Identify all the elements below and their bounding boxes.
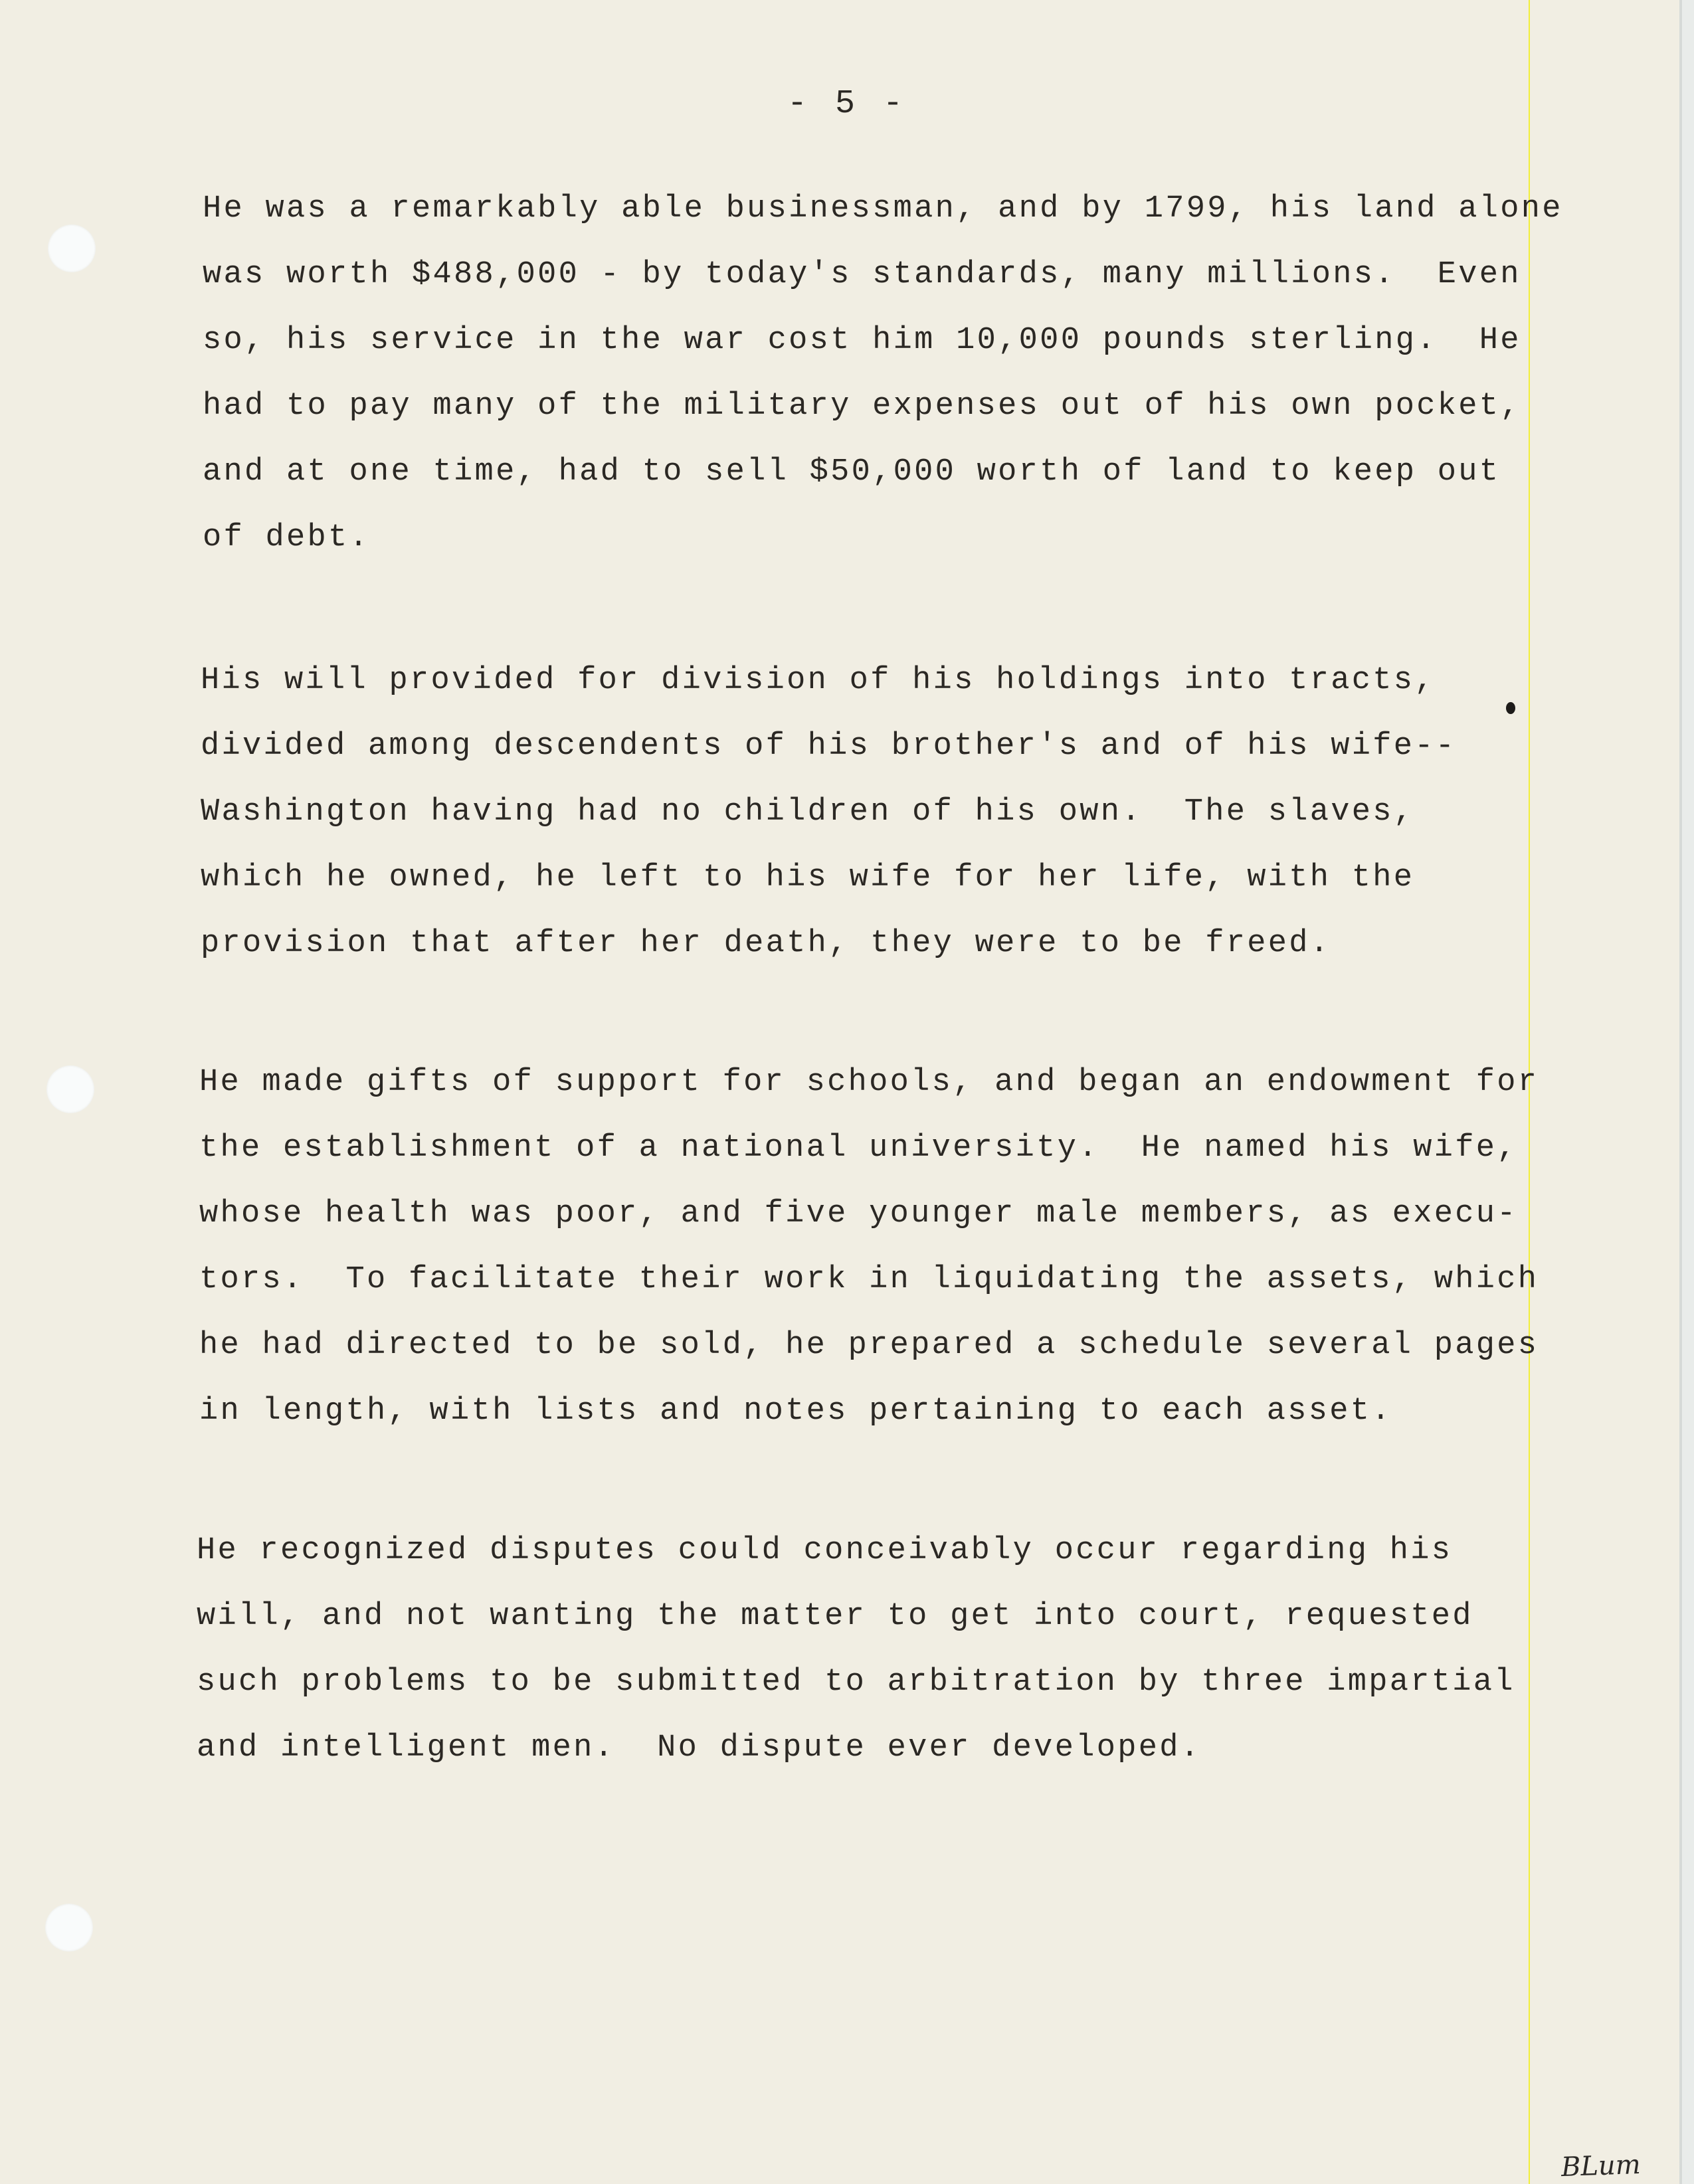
text-line: so, his service in the war cost him 10,000 pounds sterling. He (203, 323, 1521, 358)
punch-hole-top (48, 225, 96, 272)
paragraph-1 (203, 176, 1563, 571)
text-line: His will provided for division of his holdings into tracts, (201, 663, 1436, 698)
text-line: of debt. (203, 520, 371, 555)
handwritten-signature: BLum (1560, 2149, 1642, 2183)
text-line: whose health was poor, and five younger male members, as execu- (199, 1196, 1518, 1231)
punch-hole-bottom (45, 1904, 93, 1952)
text-line: he had directed to be sold, he prepared a schedule several pages (199, 1328, 1539, 1363)
text-line: will, and not wanting the matter to get into court, requested (197, 1599, 1473, 1634)
text-line: and at one time, had to sell $50,000 worth of land to keep out (203, 454, 1501, 490)
text-line: the establishment of a national university. He named his wife, (199, 1131, 1518, 1166)
text-line: such problems to be submitted to arbitration by three impartial (197, 1665, 1515, 1700)
paragraph-2 (201, 648, 1456, 976)
text-line: and intelligent men. No dispute ever developed. (197, 1730, 1202, 1766)
text-line: He recognized disputes could conceivably occur regarding his (197, 1533, 1453, 1568)
text-line: in length, with lists and notes pertaining to each asset. (199, 1394, 1392, 1429)
ink-dot (1506, 702, 1515, 714)
paragraph-4 (197, 1518, 1515, 1781)
text-line: provision that after her death, they were to be freed. (201, 926, 1331, 961)
text-line: which he owned, he left to his wife for her life, with the (201, 860, 1415, 895)
punch-hole-middle (47, 1065, 94, 1113)
paragraph-3 (199, 1049, 1539, 1444)
text-line: Washington having had no children of his own. The slaves, (201, 794, 1415, 830)
scanner-edge (1679, 0, 1694, 2184)
text-line: divided among descendents of his brother's and of his wife-- (201, 729, 1457, 764)
text-line: tors. To facilitate their work in liquidating the assets, which (199, 1262, 1539, 1297)
text-line: was worth $488,000 - by today's standards, many millions. Even (203, 257, 1521, 292)
text-line: He was a remarkably able businessman, and by 1799, his land alone (203, 191, 1563, 227)
page-number: - 5 - (787, 85, 907, 123)
text-line: had to pay many of the military expenses out of his own pocket, (203, 389, 1521, 424)
text-line: He made gifts of support for schools, and began an endowment for (199, 1065, 1539, 1100)
